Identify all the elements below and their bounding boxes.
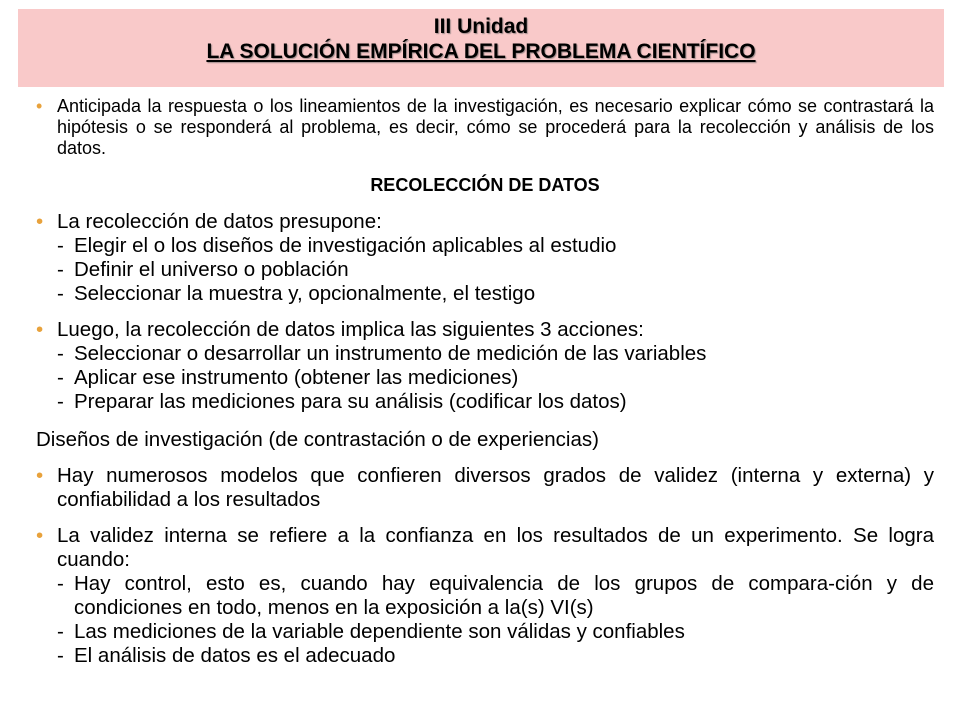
section-heading: RECOLECCIÓN DE DATOS (370, 175, 600, 195)
list-item-text: Seleccionar la muestra y, opcionalmente, el testigo (74, 282, 536, 305)
dash-icon: - (57, 342, 64, 365)
sub-list (57, 234, 934, 306)
list-item (57, 572, 934, 620)
bullet-lead: La recolección de datos presupone: (57, 210, 382, 233)
list-item-text: El análisis de datos es el adecuado (74, 644, 396, 667)
bullet-text: Hay numerosos modelos que confieren diversos grados de validez (interna y externa) y confiabilidad a los resultados (57, 464, 934, 511)
bullet-icon: • (36, 524, 44, 547)
list-item (57, 234, 934, 258)
bullet-block-validez (36, 524, 934, 668)
sub-list (57, 572, 934, 668)
slide-title-box (18, 9, 944, 87)
sub-list (57, 342, 934, 414)
dash-icon: - (57, 282, 64, 305)
slide-content (36, 96, 934, 668)
dash-icon: - (57, 234, 64, 257)
list-item-text: Hay control, esto es, cuando hay equivalencia de los grupos de compara-ción y de condiciones en todo, menos en la exposición a la(s) VI(s) (74, 572, 934, 619)
dash-icon: - (57, 258, 64, 281)
list-item-text: Seleccionar o desarrollar un instrumento de medición de las variables (74, 342, 707, 365)
dash-icon: - (57, 620, 64, 643)
list-item (57, 620, 934, 644)
bullet-lead: Luego, la recolección de datos implica las siguientes 3 acciones: (57, 318, 644, 341)
list-item (57, 366, 934, 390)
bullet-block-acciones (36, 318, 934, 414)
designs-heading: Diseños de investigación (de contrastación o de experiencias) (36, 428, 599, 451)
dash-icon: - (57, 390, 64, 413)
list-item (57, 258, 934, 282)
unit-title: III Unidad (433, 15, 529, 38)
dash-icon: - (57, 366, 64, 389)
intro-paragraph (36, 96, 934, 159)
list-item-text: Preparar las mediciones para su análisis (codificar los datos) (74, 390, 627, 413)
main-title: LA SOLUCIÓN EMPÍRICA DEL PROBLEMA CIENTÍFICO (206, 40, 756, 63)
bullet-block-modelos (36, 464, 934, 512)
bullet-icon: • (36, 96, 43, 116)
dash-icon: - (57, 572, 64, 595)
bullet-icon: • (36, 464, 44, 487)
dash-icon: - (57, 644, 64, 667)
list-item-text: Elegir el o los diseños de investigación aplicables al estudio (74, 234, 617, 257)
list-item (57, 282, 934, 306)
bullet-icon: • (36, 210, 44, 233)
bullet-lead: La validez interna se refiere a la confianza en los resultados de un experimento. Se logra cuando: (57, 524, 934, 571)
intro-text: Anticipada la respuesta o los lineamientos de la investigación, es necesario explicar cómo se contrastará la hipótesis o se responderá al problema, es decir, cómo se procederá para la recolección y análisis de los datos. (57, 96, 934, 158)
list-item-text: Las mediciones de la variable dependiente son válidas y confiables (74, 620, 685, 643)
list-item (57, 390, 934, 414)
list-item (57, 644, 934, 668)
bullet-block-presupone (36, 210, 934, 306)
list-item (57, 342, 934, 366)
bullet-icon: • (36, 318, 44, 341)
list-item-text: Definir el universo o población (74, 258, 349, 281)
list-item-text: Aplicar ese instrumento (obtener las mediciones) (74, 366, 519, 389)
